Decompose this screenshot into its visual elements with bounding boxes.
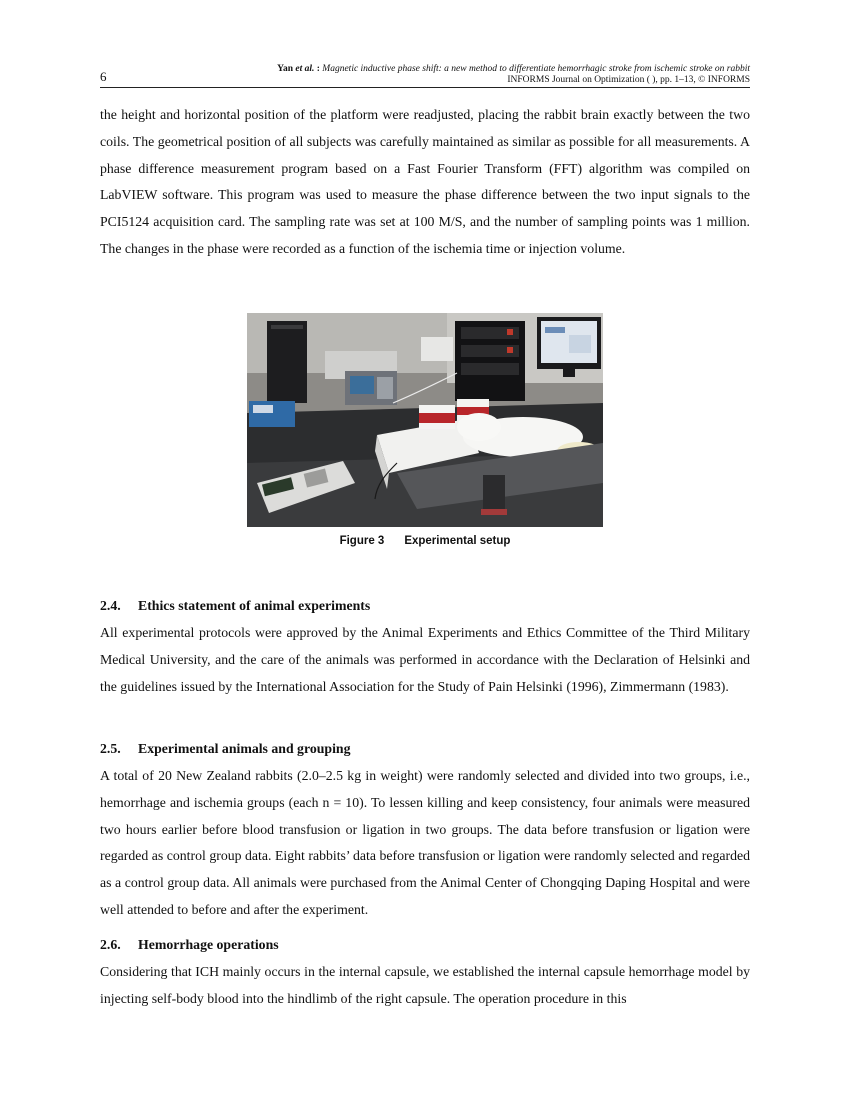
running-separator: : <box>316 64 320 74</box>
experimental-setup-photo <box>247 313 603 527</box>
running-title: Magnetic inductive phase shift: a new method to differentiate hemorrhagic stroke from ischemic stroke on rabbit <box>322 64 750 74</box>
section-paragraph: A total of 20 New Zealand rabbits (2.0–2.5 kg in weight) were randomly selected and divided into two groups, i.e., hemorrhage and ischemia groups (each n = 10). To lessen killing and keep consistency, four animals were measured two hours earlier before blood transfusion or ligation in two groups. The data before transfusion or ligation were regarded as control group data. Eight rabbits’ data before transfusion or ligation were randomly selected and regarded as a control group data. All animals were purchased from the Animal Center of Chongqing Daping Hospital and were well attended to before and after the experiment. <box>100 768 750 917</box>
section-title: Experimental animals and grouping <box>138 741 351 756</box>
figure-caption <box>0 535 850 547</box>
section-paragraph: Considering that ICH mainly occurs in the internal capsule, we established the internal capsule hemorrhage model by injecting self-body blood into the hindlimb of the right capsule. The operation procedure in this <box>100 964 750 1006</box>
running-journal-rest: ( ), pp. 1–13, © INFORMS <box>646 75 750 85</box>
section-heading <box>100 741 350 757</box>
page-number: 6 <box>100 69 107 84</box>
section-heading <box>100 598 370 614</box>
section-number: 2.5. <box>100 741 121 756</box>
figure-label: Figure 3 <box>339 535 385 547</box>
section-heading <box>100 937 279 953</box>
section-title: Hemorrhage operations <box>138 937 279 952</box>
header-rule <box>100 87 750 88</box>
running-etal: et al. <box>295 64 315 74</box>
running-journal-line <box>277 75 750 86</box>
section-number: 2.4. <box>100 598 121 613</box>
section-title: Ethics statement of animal experiments <box>138 598 371 613</box>
figure-caption-text: Experimental setup <box>404 535 511 547</box>
running-title-line <box>277 64 750 75</box>
intro-paragraph: the height and horizontal position of the platform were readjusted, placing the rabbit brain exactly between the two coils. The geometrical position of all subjects was carefully maintained as similar as possible for all measurements. A phase difference measurement program based on a Fast Fourier Transform (FFT) algorithm was compiled on LabVIEW software. This program was used to measure the phase difference between the two input signals to the PCI5124 acquisition card. The sampling rate was set at 100 M/S, and the number of sampling points was 1 million. The changes in the phase were recorded as a function of the ischemia time or injection volume. <box>100 107 750 256</box>
section-number: 2.6. <box>100 937 121 952</box>
running-journal: INFORMS Journal on Optimization <box>507 75 645 85</box>
running-header <box>277 64 750 86</box>
running-authors: Yan <box>277 64 293 74</box>
section-paragraph: All experimental protocols were approved by the Animal Experiments and Ethics Committee of the Third Military Medical University, and the care of the animals was performed in accordance with the Declaration of Helsinki and the guidelines issued by the International Association for the Study of Pain Helsinki (1996), Zimmermann (1983). <box>100 625 750 694</box>
